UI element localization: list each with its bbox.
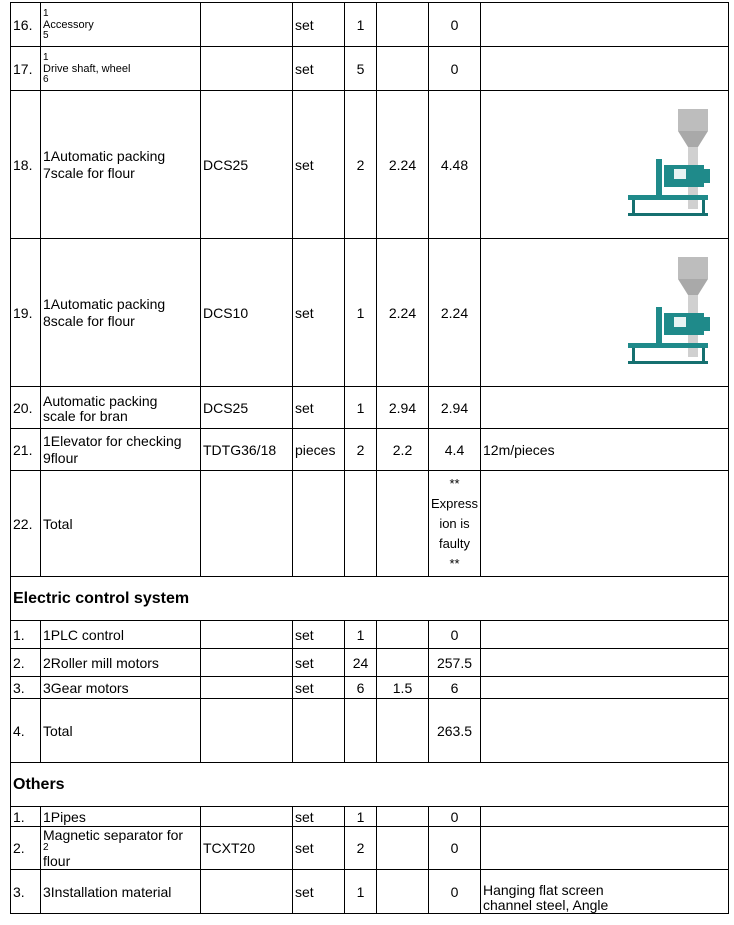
- row-number: 3.: [11, 870, 41, 914]
- price-cell: [377, 807, 429, 827]
- item-index-digit: 7: [43, 164, 51, 181]
- total-cell: 2.24: [429, 239, 481, 387]
- panel: [674, 169, 686, 179]
- error-line: **: [449, 475, 460, 491]
- remark-cell: [481, 699, 729, 763]
- remark-cell: [481, 621, 729, 649]
- total-cell: 4.4: [429, 429, 481, 471]
- item-name-cell: [41, 3, 201, 47]
- remark-cell: [481, 471, 729, 577]
- leg: [702, 200, 705, 214]
- qty-cell: 24: [345, 649, 377, 677]
- item-index-digit: 9: [43, 449, 51, 466]
- item-index-digit: 1: [43, 432, 51, 449]
- qty-cell: 1: [345, 621, 377, 649]
- total-cell: 0: [429, 47, 481, 91]
- model-cell: [201, 621, 293, 649]
- table-row: [11, 621, 729, 649]
- item-name-line: scale for flour: [50, 164, 135, 181]
- price-cell: [377, 471, 429, 577]
- table-row: [11, 807, 729, 827]
- model-cell: DCS25: [201, 387, 293, 429]
- item-name-cell: [41, 870, 201, 914]
- item-index-digit: 3: [43, 679, 51, 696]
- item-name-cell: [41, 649, 201, 677]
- row-number: 2.: [11, 649, 41, 677]
- total-cell: 263.5: [429, 699, 481, 763]
- conveyor: [628, 195, 708, 200]
- row-number: 18.: [11, 91, 41, 239]
- table-row-total: [11, 699, 729, 763]
- panel: [674, 317, 686, 327]
- item-name-cell: [41, 827, 201, 870]
- base: [628, 213, 708, 216]
- total-cell: 2.94: [429, 387, 481, 429]
- leg: [632, 200, 635, 214]
- table-row: [11, 827, 729, 870]
- total-cell: 257.5: [429, 649, 481, 677]
- remark-cell: [481, 807, 729, 827]
- unit-cell: [293, 471, 345, 577]
- hopper-top: [678, 257, 708, 279]
- item-index-digit: 3: [43, 883, 51, 900]
- item-index-digit: 1: [43, 51, 49, 63]
- item-name: Total: [41, 699, 201, 763]
- item-name-line: Elevator for checking: [50, 432, 182, 449]
- row-number: 1.: [11, 807, 41, 827]
- model-cell: TCXT20: [201, 827, 293, 870]
- price-cell: 1.5: [377, 677, 429, 699]
- table-row: [11, 677, 729, 699]
- item-name-line: flour: [43, 853, 71, 869]
- section-header-row: [11, 577, 729, 621]
- item-name-line: Automatic packing: [50, 147, 166, 164]
- remark-cell: [481, 3, 729, 47]
- item-name-cell: [41, 387, 201, 429]
- item-index-digit: 1: [43, 7, 49, 19]
- row-number: 22.: [11, 471, 41, 577]
- item-index-digit: 2: [43, 654, 51, 671]
- error-line: ion is: [439, 515, 470, 531]
- leg: [702, 348, 705, 362]
- item-name: Gear motors: [50, 679, 129, 696]
- item-index-digit: 1: [43, 295, 51, 312]
- total-cell: 0: [429, 870, 481, 914]
- table-row: [11, 387, 729, 429]
- total-cell: 0: [429, 621, 481, 649]
- unit-cell: set: [293, 47, 345, 91]
- conveyor: [628, 343, 708, 348]
- item-name: Accessory: [43, 18, 94, 31]
- item-name-line: scale for flour: [50, 312, 135, 329]
- item-index-digit: 1: [43, 147, 51, 164]
- price-cell: [377, 621, 429, 649]
- model-cell: [201, 677, 293, 699]
- unit-cell: set: [293, 3, 345, 47]
- error-line: **: [449, 555, 460, 571]
- side-panel: [704, 169, 710, 183]
- row-number: 3.: [11, 677, 41, 699]
- item-name: Total: [41, 471, 201, 577]
- quotation-sheet: [10, 2, 728, 914]
- model-cell: [201, 649, 293, 677]
- remark-line: Hanging flat screen: [483, 882, 604, 898]
- remark-cell: [481, 677, 729, 699]
- item-index-digit: 6: [43, 73, 49, 85]
- item-index-digit: 1: [43, 626, 51, 643]
- qty-cell: 5: [345, 47, 377, 91]
- table-row: [11, 3, 729, 47]
- section-title-electric: Electric control system: [11, 577, 729, 621]
- price-cell: 2.2: [377, 429, 429, 471]
- unit-cell: set: [293, 239, 345, 387]
- price-cell: [377, 827, 429, 870]
- row-number: 21.: [11, 429, 41, 471]
- item-name-cell: [41, 429, 201, 471]
- unit-cell: set: [293, 91, 345, 239]
- remark-cell: [481, 91, 729, 239]
- table-row: [11, 649, 729, 677]
- item-name: PLC control: [50, 626, 124, 643]
- model-cell: [201, 870, 293, 914]
- table-row: [11, 91, 729, 239]
- price-cell: [377, 870, 429, 914]
- model-cell: [201, 807, 293, 827]
- qty-cell: 2: [345, 429, 377, 471]
- section-title-others: Others: [11, 763, 729, 807]
- qty-cell: 1: [345, 807, 377, 827]
- item-name-line: Automatic packing: [50, 295, 166, 312]
- qty-cell: 2: [345, 827, 377, 870]
- unit-cell: set: [293, 870, 345, 914]
- item-name-cell: [41, 47, 201, 91]
- item-name-cell: [41, 807, 201, 827]
- item-index-digit: 2: [43, 842, 49, 853]
- model-cell: [201, 699, 293, 763]
- unit-cell: set: [293, 649, 345, 677]
- table-row-total: [11, 471, 729, 577]
- base: [628, 361, 708, 364]
- qty-cell: 1: [345, 387, 377, 429]
- model-cell: DCS10: [201, 239, 293, 387]
- unit-cell: set: [293, 677, 345, 699]
- qty-cell: 1: [345, 239, 377, 387]
- leg: [632, 348, 635, 362]
- total-cell: 0: [429, 827, 481, 870]
- price-cell: [377, 47, 429, 91]
- item-name-line: Magnetic separator for: [43, 827, 184, 843]
- item-index-digit: 8: [43, 312, 51, 329]
- qty-cell: 2: [345, 91, 377, 239]
- remark-cell: [481, 649, 729, 677]
- item-name: Installation material: [50, 883, 172, 900]
- model-cell: DCS25: [201, 91, 293, 239]
- item-index-digit: 1: [43, 808, 51, 825]
- side-panel: [704, 317, 710, 331]
- price-cell: [377, 699, 429, 763]
- price-cell: 2.94: [377, 387, 429, 429]
- item-index-digit: 5: [43, 29, 49, 41]
- item-name-line: Automatic packing: [43, 393, 158, 409]
- error-line: faulty: [438, 535, 471, 551]
- row-number: 17.: [11, 47, 41, 91]
- qty-cell: [345, 471, 377, 577]
- item-name-cell: [41, 677, 201, 699]
- remark-cell: 12m/pieces: [481, 429, 729, 471]
- price-cell: [377, 649, 429, 677]
- table-row: [11, 429, 729, 471]
- row-number: 1.: [11, 621, 41, 649]
- section-header-row: [11, 763, 729, 807]
- total-cell: 0: [429, 807, 481, 827]
- table-row: [11, 870, 729, 914]
- unit-cell: set: [293, 827, 345, 870]
- remark-cell: [481, 870, 729, 914]
- unit-cell: set: [293, 807, 345, 827]
- item-name-cell: [41, 621, 201, 649]
- unit-cell: [293, 699, 345, 763]
- remark-line: channel steel, Angle: [483, 897, 609, 913]
- qty-cell: 1: [345, 3, 377, 47]
- model-cell: [201, 3, 293, 47]
- error-line: Express: [431, 495, 478, 511]
- qty-cell: 1: [345, 870, 377, 914]
- row-number: 20.: [11, 387, 41, 429]
- item-name: Roller mill motors: [50, 654, 159, 671]
- unit-cell: set: [293, 621, 345, 649]
- item-name: Pipes: [50, 808, 86, 825]
- hopper-cone: [678, 131, 708, 147]
- row-number: 19.: [11, 239, 41, 387]
- remark-cell: [481, 239, 729, 387]
- total-cell: 0: [429, 3, 481, 47]
- model-cell: [201, 471, 293, 577]
- packing-scale-photo: [622, 107, 718, 223]
- hopper-top: [678, 109, 708, 131]
- item-name-cell: [41, 239, 201, 387]
- packing-scale-photo: [622, 255, 718, 371]
- row-number: 16.: [11, 3, 41, 47]
- qty-cell: 6: [345, 677, 377, 699]
- total-error-cell: [429, 471, 481, 577]
- row-number: 4.: [11, 699, 41, 763]
- table-row: [11, 47, 729, 91]
- model-cell: [201, 47, 293, 91]
- price-cell: 2.24: [377, 91, 429, 239]
- hopper-cone: [678, 279, 708, 295]
- remark-cell: [481, 47, 729, 91]
- price-cell: [377, 3, 429, 47]
- post: [656, 159, 662, 199]
- qty-cell: [345, 699, 377, 763]
- total-cell: 6: [429, 677, 481, 699]
- price-cell: 2.24: [377, 239, 429, 387]
- item-name: Drive shaft, wheel: [43, 62, 131, 75]
- item-name-cell: [41, 91, 201, 239]
- post: [656, 307, 662, 347]
- table-row: [11, 239, 729, 387]
- remark-cell: [481, 387, 729, 429]
- unit-cell: set: [293, 387, 345, 429]
- equipment-table: [10, 2, 729, 914]
- item-name-line: scale for bran: [43, 408, 128, 424]
- item-name-line: flour: [50, 449, 79, 466]
- model-cell: TDTG36/18: [201, 429, 293, 471]
- remark-cell: [481, 827, 729, 870]
- total-cell: 4.48: [429, 91, 481, 239]
- unit-cell: pieces: [293, 429, 345, 471]
- row-number: 2.: [11, 827, 41, 870]
